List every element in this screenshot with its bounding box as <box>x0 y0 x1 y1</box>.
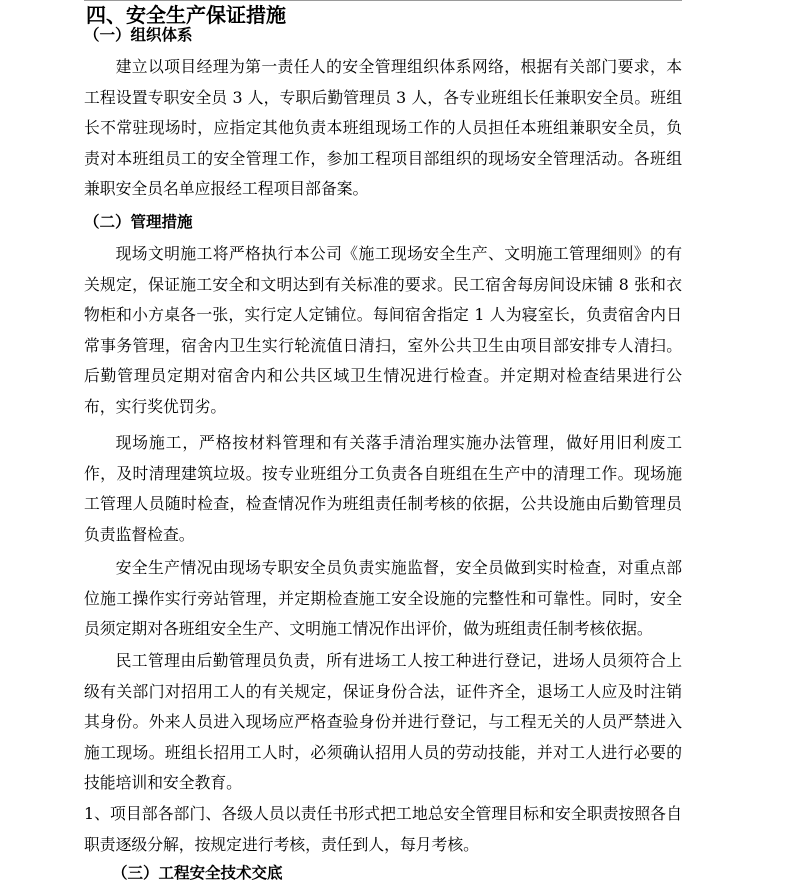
next-heading-partial: （三）工程安全技术交底 <box>112 863 283 882</box>
section-title: 四、安全生产保证措施 <box>86 3 286 27</box>
management-heading: （二）管理措施 <box>84 212 193 231</box>
org-system-paragraph: 建立以项目经理为第一责任人的安全管理组织体系网络，根据有关部门要求，本工程设置专职安全员 3 人，专职后勤管理员 3 人，各专业班组长任兼职安全员。班组长不常驻现场时，应指定其他负责本班组现场工作的人员担任本班组兼职安全员，负责对本班组员工的安全管理工作，参加工程项目部组织的现场安全管理活动。各班组兼职安全员名单应报经工程项目部备案。 <box>84 57 682 198</box>
management-paragraph-2: 现场施工，严格按材料管理和有关落手清治理实施办法管理，做好用旧利废工作，及时清理建筑垃圾。按专业班组分工负责各自班组在生产中的清理工作。现场施工管理人员随时检查，检查情况作为班组责任制考核的依据，公共设施由后勤管理员负责监督检查。 <box>84 433 682 544</box>
top-rule <box>84 0 682 1</box>
management-paragraph-1: 现场文明施工将严格执行本公司《施工现场安全生产、文明施工管理细则》的有关规定，保证施工安全和文明达到有关标准的要求。民工宿舍每房间设床铺 8 张和衣物柜和小方桌各一张，实行定人定铺位。每间宿舍指定 1 人为寝室长，负责宿舍内日常事务管理，宿舍内卫生实行轮流值日清扫，室外公共卫生由项目部安排专人清扫。后勤管理员定期对宿舍内和公共区域卫生情况进行检查。并定期对检查结果进行公布，实行奖优罚劣。 <box>84 244 682 416</box>
management-paragraph-3: 安全生产情况由现场专职安全员负责实施监督，安全员做到实时检查，对重点部位施工操作实行旁站管理，并定期检查施工安全设施的完整性和可靠性。同时，安全员须定期对各班组安全生产、文明施工情况作出评价，做为班组责任制考核依据。 <box>84 558 682 638</box>
management-paragraph-4: 民工管理由后勤管理员负责，所有进场工人按工种进行登记，进场人员须符合上级有关部门对招用工人的有关规定，保证身份合法，证件齐全，退场工人应及时注销其身份。外来人员进入现场应严格查验身份并进行登记，与工程无关的人员严禁进入施工现场。班组长招用工人时，必须确认招用人员的劳动技能，并对工人进行必要的技能培训和安全教育。 <box>84 651 682 792</box>
numbered-item-1: 1、项目部各部门、各级人员以责任书形式把工地总安全管理目标和安全职责按照各自职责逐级分解，按规定进行考核，责任到人，每月考核。 <box>84 804 682 854</box>
org-system-heading: （一）组织体系 <box>84 25 193 44</box>
